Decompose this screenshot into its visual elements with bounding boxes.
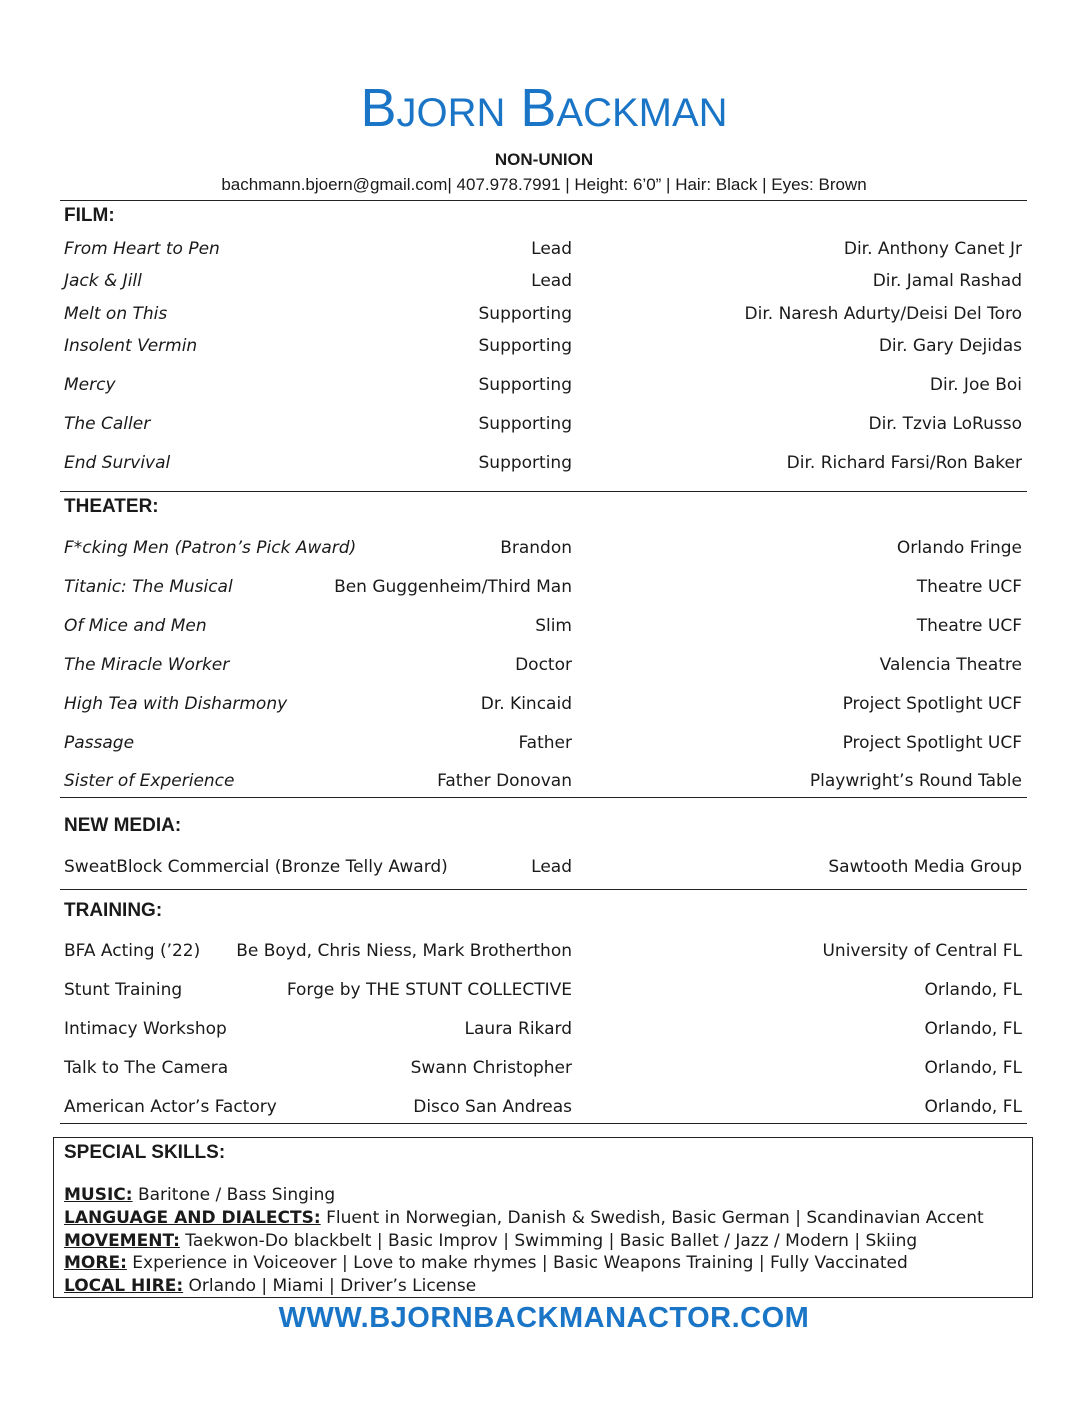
credit-director: Theatre UCF <box>916 616 1022 636</box>
credit-director: Orlando, FL <box>924 980 1022 1000</box>
film-heading: FILM: <box>64 205 115 226</box>
skill-line <box>64 1208 984 1228</box>
divider <box>60 797 1027 798</box>
training-row <box>64 941 1022 965</box>
skill-label: MUSIC: <box>64 1185 133 1205</box>
credit-director: Playwright’s Round Table <box>809 771 1022 791</box>
credit-role: Slim <box>535 616 572 636</box>
credit-role: Supporting <box>478 375 572 395</box>
credit-director: Valencia Theatre <box>879 655 1022 675</box>
film-row <box>64 239 1022 263</box>
credit-title: Mercy <box>64 375 116 395</box>
divider <box>60 491 1027 492</box>
training-row <box>64 1019 1022 1043</box>
skill-label: LANGUAGE AND DIALECTS: <box>64 1208 321 1228</box>
credit-director: Dir. Joe Boi <box>929 375 1022 395</box>
credit-role: Be Boyd, Chris Niess, Mark Brotherthon <box>236 941 572 961</box>
credit-role: Dr. Kincaid <box>480 694 572 714</box>
credit-role: Supporting <box>478 414 572 434</box>
theater-row <box>64 694 1022 718</box>
credit-title: F*cking Men (Patron’s Pick Award) <box>64 538 357 558</box>
credit-role: Lead <box>531 271 572 291</box>
credit-title: Talk to The Camera <box>64 1058 229 1078</box>
credit-title: Sister of Experience <box>64 771 235 791</box>
training-row <box>64 1058 1022 1082</box>
credit-role: Father Donovan <box>437 771 572 791</box>
skill-line <box>64 1276 476 1296</box>
credit-title: SweatBlock Commercial (Bronze Telly Award) <box>64 857 448 877</box>
credit-role: Lead <box>531 239 572 259</box>
credit-director: Dir. Jamal Rashad <box>872 271 1022 291</box>
credit-title: From Heart to Pen <box>64 239 220 259</box>
credit-director: Orlando, FL <box>924 1097 1022 1117</box>
skill-label: MORE: <box>64 1253 127 1273</box>
theater-row <box>64 616 1022 640</box>
credit-role: Forge by THE STUNT COLLECTIVE <box>286 980 572 1000</box>
divider <box>60 200 1027 201</box>
film-row <box>64 304 1022 328</box>
name-first-initial: B <box>360 78 397 138</box>
credit-role: Supporting <box>478 453 572 473</box>
credit-title: Jack & Jill <box>64 271 142 291</box>
new-media-row <box>64 857 1022 881</box>
new-media-heading: NEW MEDIA: <box>64 815 182 836</box>
credit-director: Orlando, FL <box>924 1058 1022 1078</box>
credit-director: Dir. Gary Dejidas <box>878 336 1022 356</box>
credit-title: Insolent Vermin <box>64 336 198 356</box>
theater-row <box>64 577 1022 601</box>
credit-role: Lead <box>531 857 572 877</box>
skill-line <box>64 1185 335 1205</box>
credit-director: Theatre UCF <box>916 577 1022 597</box>
credit-title: The Caller <box>64 414 151 434</box>
film-row <box>64 271 1022 295</box>
credit-title: High Tea with Disharmony <box>64 694 288 714</box>
special-skills-heading: SPECIAL SKILLS: <box>64 1142 226 1163</box>
union-status: NON-UNION <box>494 150 594 169</box>
skill-label: MOVEMENT: <box>64 1231 180 1251</box>
theater-heading: THEATER: <box>64 496 159 517</box>
film-row <box>64 414 1022 438</box>
credit-role: Laura Rikard <box>464 1019 572 1039</box>
credit-director: Sawtooth Media Group <box>828 857 1022 877</box>
credit-director: Dir. Anthony Canet Jr <box>843 239 1022 259</box>
credit-director: University of Central FL <box>822 941 1022 961</box>
skill-text: Fluent in Norwegian, Danish & Swedish, Basic German | Scandinavian Accent <box>320 1208 984 1228</box>
credit-title: End Survival <box>64 453 171 473</box>
website-link[interactable]: WWW.BJORNBACKMANACTOR.COM <box>278 1302 810 1334</box>
credit-role: Disco San Andreas <box>413 1097 572 1117</box>
theater-row <box>64 538 1022 562</box>
skill-text: Baritone / Bass Singing <box>132 1185 336 1205</box>
film-row <box>64 375 1022 399</box>
credit-director: Project Spotlight UCF <box>842 694 1022 714</box>
skill-label: LOCAL HIRE: <box>64 1276 184 1296</box>
credit-title: BFA Acting (’22) <box>64 941 201 961</box>
skill-text: Experience in Voiceover | Love to make rhymes | Basic Weapons Training | Fully Vaccinated <box>126 1253 908 1273</box>
training-row <box>64 980 1022 1004</box>
credit-role: Father <box>518 733 572 753</box>
actor-name <box>0 78 1088 143</box>
credit-director: Orlando, FL <box>924 1019 1022 1039</box>
credit-director: Dir. Naresh Adurty/Deisi Del Toro <box>744 304 1022 324</box>
credit-title: The Miracle Worker <box>64 655 230 675</box>
credit-role: Doctor <box>515 655 572 675</box>
theater-row <box>64 771 1022 795</box>
credit-role: Supporting <box>478 304 572 324</box>
credit-director: Project Spotlight UCF <box>842 733 1022 753</box>
contact-line: bachmann.bjoern@gmail.com| 407.978.7991 | Height: 6’0” | Hair: Black | Eyes: Brown <box>221 175 867 194</box>
credit-title: Titanic: The Musical <box>64 577 233 597</box>
name-last-rest: ACKMAN <box>556 91 728 135</box>
credit-title: Passage <box>64 733 135 753</box>
credit-director: Dir. Richard Farsi/Ron Baker <box>786 453 1022 473</box>
credit-title: Intimacy Workshop <box>64 1019 227 1039</box>
credit-role: Supporting <box>478 336 572 356</box>
skill-text: Orlando | Miami | Driver’s License <box>183 1276 477 1296</box>
credit-title: American Actor’s Factory <box>64 1097 277 1117</box>
film-row <box>64 336 1022 360</box>
skill-line <box>64 1253 908 1273</box>
film-row <box>64 453 1022 477</box>
credit-role: Brandon <box>500 538 572 558</box>
credit-title: Melt on This <box>64 304 168 324</box>
theater-row <box>64 655 1022 679</box>
name-last-initial: B <box>520 78 557 138</box>
skill-line <box>64 1231 917 1251</box>
credit-director: Dir. Tzvia LoRusso <box>868 414 1022 434</box>
divider <box>60 1123 1027 1124</box>
divider <box>60 889 1027 890</box>
training-heading: TRAINING: <box>64 900 163 921</box>
theater-row <box>64 733 1022 757</box>
credit-title: Stunt Training <box>64 980 183 1000</box>
credit-role: Swann Christopher <box>410 1058 572 1078</box>
credit-director: Orlando Fringe <box>896 538 1022 558</box>
training-row <box>64 1097 1022 1121</box>
name-first-rest: JORN <box>396 91 506 135</box>
credit-title: Of Mice and Men <box>64 616 207 636</box>
skill-text: Taekwon-Do blackbelt | Basic Improv | Swimming | Basic Ballet / Jazz / Modern | Skiing <box>179 1231 918 1251</box>
credit-role: Ben Guggenheim/Third Man <box>334 577 572 597</box>
